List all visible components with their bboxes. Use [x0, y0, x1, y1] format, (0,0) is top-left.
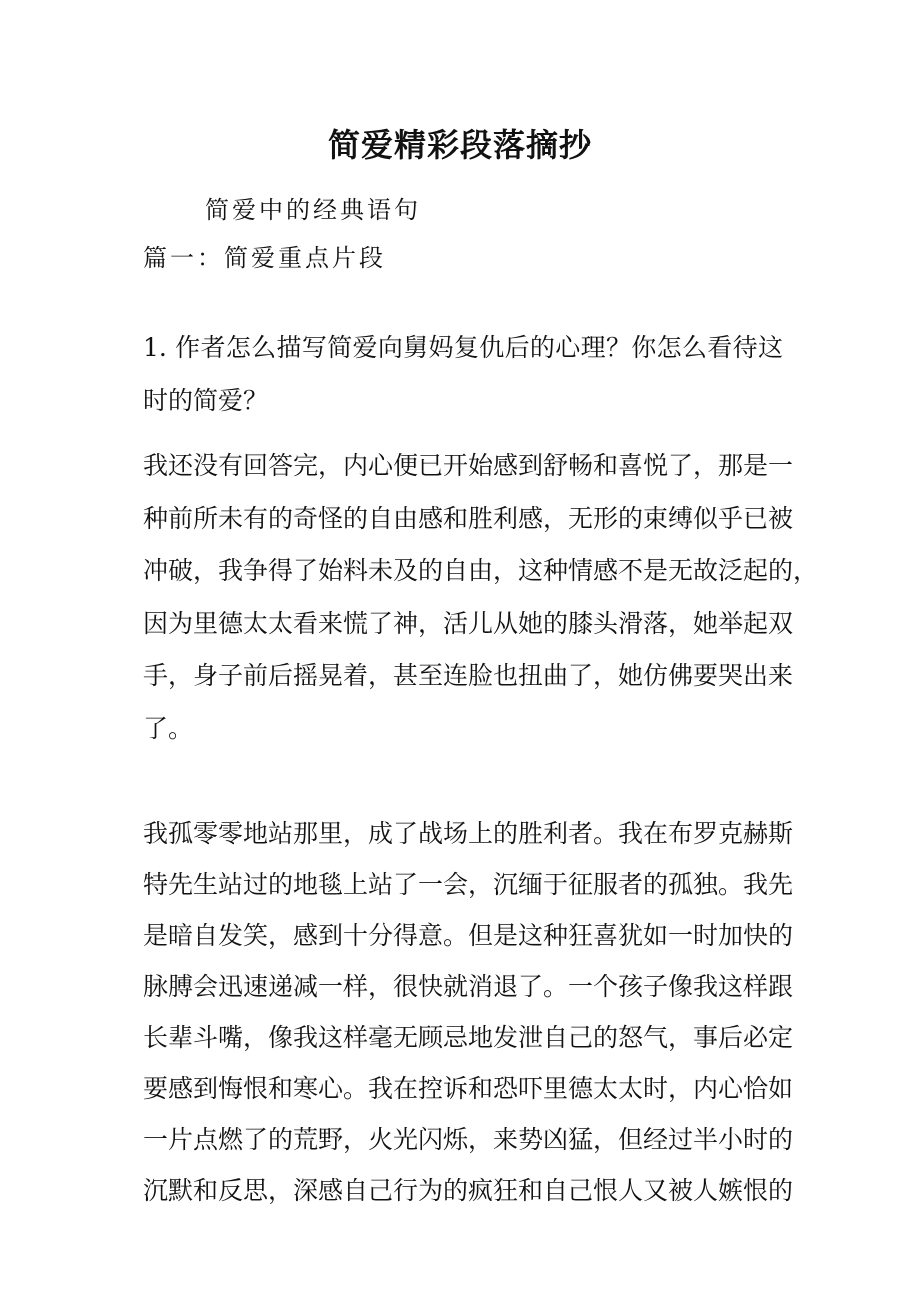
paragraph-line: 要感到悔恨和寒心。我在控诉和恐吓里德太太时，内心恰如	[143, 1074, 794, 1103]
paragraph-line: 特先生站过的地毯上站了一会，沉缅于征服者的孤独。我先	[143, 870, 794, 899]
paragraph-line: 我还没有回答完，内心便已开始感到舒畅和喜悦了，那是一	[143, 451, 794, 480]
paragraph-line: 是暗自发笑，感到十分得意。但是这种狂喜犹如一时加快的	[143, 921, 794, 950]
document-subtitle: 简爱中的经典语句	[205, 196, 421, 224]
paragraph-line: 种前所未有的奇怪的自由感和胜利感，无形的束缚似乎已被	[143, 503, 794, 533]
paragraph-1	[143, 440, 819, 755]
paragraph-line: 手，身子前后摇晃着，甚至连脸也扭曲了，她仿佛要哭出来	[143, 661, 794, 690]
paragraph-line: 脉膊会迅速递减一样，很快就消退了。一个孩子像我这样跟	[143, 972, 794, 1001]
paragraph-2	[143, 808, 794, 1216]
paragraph-line: 了。	[143, 713, 194, 743]
paragraph-line: 沉默和反思，深感自己行为的疯狂和自己恨人又被人嫉恨的	[143, 1176, 794, 1205]
paragraph-line: 一片点燃了的荒野，火光闪烁，来势凶猛，但经过半小时的	[143, 1125, 794, 1154]
paragraph-line: 我孤零零地站那里，成了战场上的胜利者。我在布罗克赫斯	[143, 819, 794, 848]
question-line: 时的简爱？	[143, 385, 269, 415]
question-block	[143, 322, 783, 427]
section-heading: 篇一：简爱重点片段	[143, 244, 386, 272]
paragraph-line: 因为里德太太看来慌了神，活儿从她的膝头滑落，她举起双	[143, 608, 794, 638]
paragraph-line: 冲破，我争得了始料未及的自由，这种情感不是无故泛起的，	[143, 556, 819, 585]
question-line: 1. 作者怎么描写简爱向舅妈复仇后的心理？你怎么看待这	[143, 333, 783, 362]
paragraph-line: 长辈斗嘴，像我这样毫无顾忌地发泄自己的怒气，事后必定	[143, 1023, 794, 1052]
document-title: 简爱精彩段落摘抄	[327, 126, 592, 164]
